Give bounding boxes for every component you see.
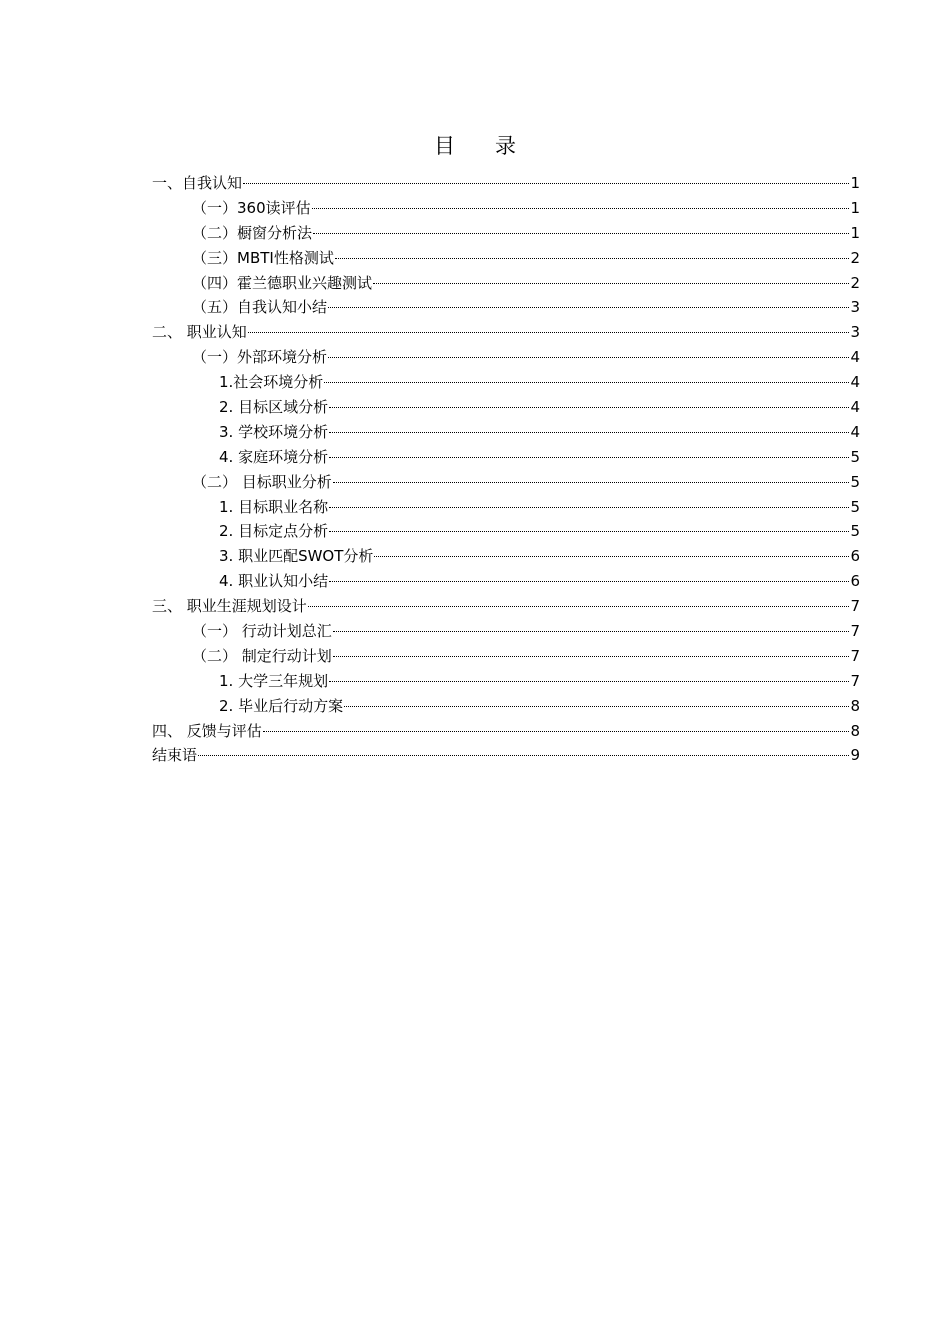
toc-entry-text: （二） 目标职业分析 [192,472,332,491]
toc-entry[interactable] [152,345,860,370]
toc-entry-page-number: 3 [850,323,860,342]
toc-dot-leader [312,208,850,209]
toc-entry-page-number: 7 [850,646,860,665]
toc-dot-leader [328,357,849,358]
toc-entry-page-number: 7 [850,597,860,616]
toc-entry-text: 4. 家庭环境分析 [219,447,329,466]
toc-list [152,171,860,768]
toc-entry-page-number: 8 [850,721,860,740]
toc-entry[interactable] [152,420,860,445]
toc-entry-page-number: 4 [850,373,860,392]
toc-entry-page-number: 5 [850,497,860,516]
toc-entry-text: 3. 学校环境分析 [219,422,329,441]
toc-entry-page-number: 2 [850,248,860,267]
toc-dot-leader [329,407,849,408]
toc-entry-text: 结束语 [152,746,198,765]
toc-entry-page-number: 5 [850,447,860,466]
toc-title [0,130,950,160]
toc-entry-text: （四）霍兰德职业兴趣测试 [192,273,373,292]
toc-entry-page-number: 8 [850,696,860,715]
toc-entry[interactable] [152,619,860,644]
toc-entry[interactable] [152,370,860,395]
toc-entry-page-number: 3 [850,298,860,317]
toc-entry-page-number: 5 [850,472,860,491]
toc-entry[interactable] [152,395,860,420]
toc-entry[interactable] [152,295,860,320]
toc-entry[interactable] [152,271,860,296]
toc-entry-page-number: 5 [850,522,860,541]
toc-entry-page-number: 6 [850,572,860,591]
toc-dot-leader [333,482,850,483]
toc-entry-text: 2. 毕业后行动方案 [219,696,344,715]
toc-entry-text: 2. 目标区域分析 [219,398,329,417]
toc-dot-leader [328,307,849,308]
toc-entry-page-number: 4 [850,422,860,441]
toc-dot-leader [308,606,850,607]
toc-entry-page-number: 6 [850,547,860,566]
toc-dot-leader [324,382,849,383]
toc-entry[interactable] [152,196,860,221]
toc-entry[interactable] [152,221,860,246]
toc-entry[interactable] [152,519,860,544]
toc-entry-text: （一）360读评估 [192,198,311,217]
toc-entry-page-number: 4 [850,348,860,367]
toc-entry-text: （三）MBTI性格测试 [192,248,334,267]
toc-entry-text: （二）橱窗分析法 [192,223,313,242]
toc-entry-text: 二、 职业认知 [152,323,247,342]
toc-entry[interactable] [152,445,860,470]
toc-entry[interactable] [152,495,860,520]
toc-dot-leader [329,432,849,433]
toc-entry[interactable] [152,743,860,768]
toc-entry-text: 1. 目标职业名称 [219,497,329,516]
toc-dot-leader [313,233,849,234]
toc-dot-leader [374,556,849,557]
toc-entry-text: 4. 职业认知小结 [219,572,329,591]
toc-entry-text: 2. 目标定点分析 [219,522,329,541]
toc-entry-text: 四、 反馈与评估 [152,721,262,740]
toc-entry-text: 3. 职业匹配SWOT分析 [219,547,374,566]
toc-entry-page-number: 1 [850,198,860,217]
toc-dot-leader [333,631,850,632]
toc-entry[interactable] [152,246,860,271]
toc-entry[interactable] [152,544,860,569]
toc-entry-page-number: 4 [850,398,860,417]
toc-entry-text: （二） 制定行动计划 [192,646,332,665]
toc-entry[interactable] [152,320,860,345]
toc-entry-page-number: 1 [850,223,860,242]
toc-dot-leader [329,457,849,458]
toc-dot-leader [243,183,849,184]
toc-entry-page-number: 7 [850,622,860,641]
toc-dot-leader [329,681,849,682]
toc-entry-page-number: 7 [850,671,860,690]
toc-dot-leader [248,332,850,333]
toc-dot-leader [329,531,849,532]
toc-entry[interactable] [152,644,860,669]
toc-dot-leader [329,507,849,508]
toc-dot-leader [335,258,850,259]
toc-dot-leader [373,283,849,284]
toc-entry-text: （五）自我认知小结 [192,298,328,317]
toc-dot-leader [198,755,849,756]
toc-dot-leader [263,731,850,732]
toc-entry[interactable] [152,470,860,495]
toc-entry[interactable] [152,171,860,196]
toc-entry-text: （一） 行动计划总汇 [192,622,332,641]
toc-entry-page-number: 1 [850,174,860,192]
toc-entry-text: 1. 大学三年规划 [219,671,329,690]
toc-entry-page-number: 9 [850,746,860,765]
toc-entry-text: 1.社会环境分析 [219,373,324,392]
toc-dot-leader [344,706,849,707]
toc-title-left: 目 [434,134,455,158]
toc-dot-leader [329,581,849,582]
toc-entry[interactable] [152,694,860,719]
toc-dot-leader [333,656,850,657]
toc-entry-text: 三、 职业生涯规划设计 [152,597,307,616]
toc-entry[interactable] [152,594,860,619]
toc-entry[interactable] [152,719,860,744]
toc-title-right: 录 [495,134,516,158]
toc-entry-text: （一）外部环境分析 [192,348,328,367]
toc-entry-page-number: 2 [850,273,860,292]
toc-entry[interactable] [152,669,860,694]
toc-entry[interactable] [152,569,860,594]
toc-entry-text: 一、自我认知 [152,174,243,192]
